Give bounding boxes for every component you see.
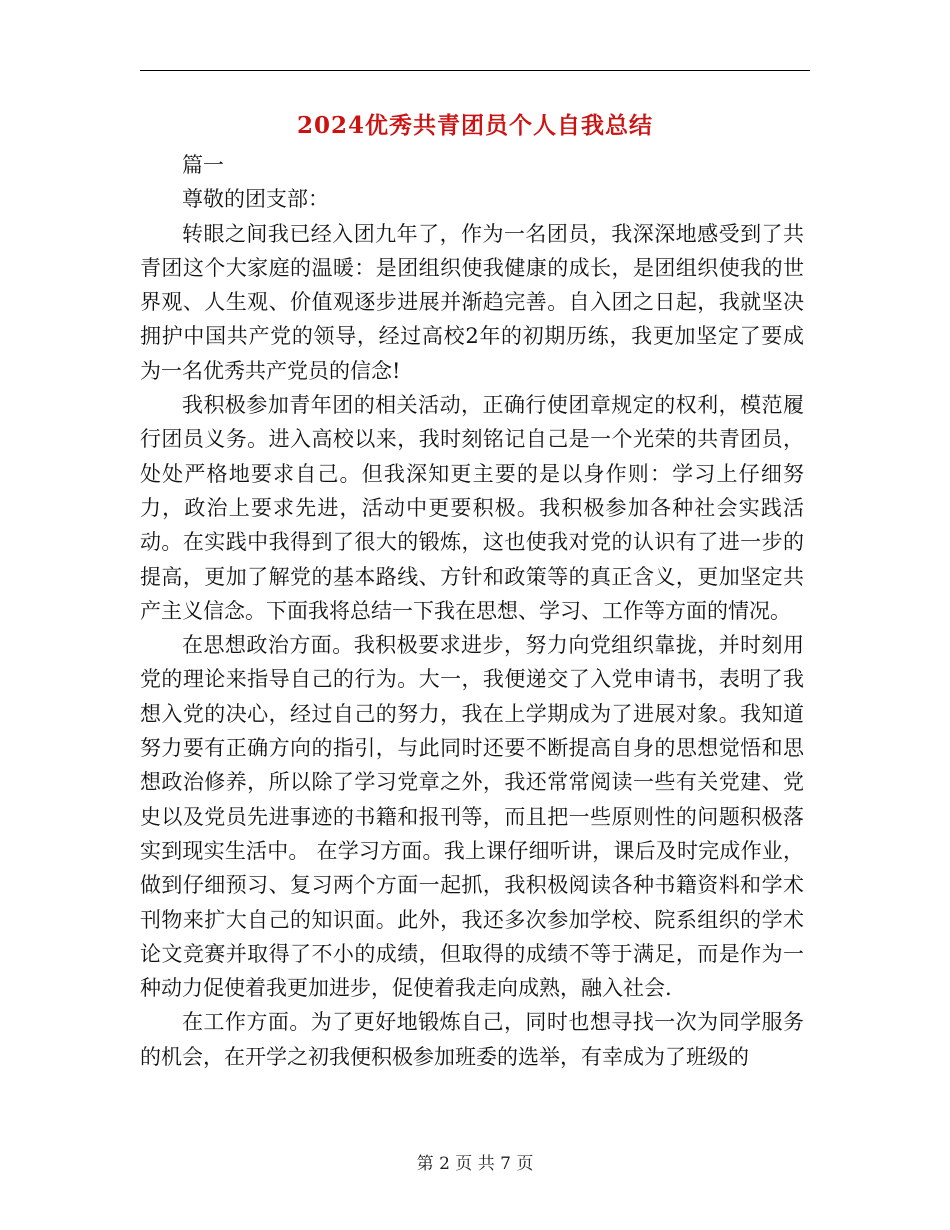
- body-paragraph: 在工作方面。为了更好地锻炼自己，同时也想寻找一次为同学服务的机会，在开学之初我便积极参加班委的选举，有幸成为了班级的: [140, 1010, 804, 1069]
- body-paragraph: 我积极参加青年团的相关活动，正确行使团章规定的权利，模范履行团员义务。进入高校以来，我时刻铭记自己是一个光荣的共青团员，处处严格地要求自己。但我深知更主要的是以身作则：学习上仔细努力，政治上要求先进，活动中更要积极。我积极参加各种社会实践活动。在实践中我得到了很大的锻炼，这也使我对党的认识有了进一步的提高，更加了解党的基本路线、方针和政策等的真正含义，更加坚定共产主义信念。下面我将总结一下我在思想、学习、工作等方面的情况。: [140, 393, 804, 623]
- page-number: 第 2 页 共 7 页: [416, 1154, 534, 1174]
- salutation: 尊敬的团支部：: [182, 187, 329, 212]
- header-rule: [140, 70, 810, 71]
- body-paragraph: 在思想政治方面。我积极要求进步，努力向党组织靠拢，并时刻用党的理论来指导自己的行为。大一，我便递交了入党申请书，表明了我想入党的决心，经过自己的努力，我在上学期成为了进展对象。我知道努力要有正确方向的指引，与此同时还要不断提高自身的思想觉悟和思想政治修养，所以除了学习党章之外，我还常常阅读一些有关党建、党史以及党员先进事迹的书籍和报刊等，而且把一些原则性的问题积极落实到现实生活中。 在学习方面。我上课仔细听讲，课后及时完成作业，做到仔细预习、复习两个方面一起抓，我积极阅读各种书籍资料和学术刊物来扩大自己的知识面。此外，我还多次参加学校、院系组织的学术论文竞赛并取得了不小的成绩，但取得的成绩不等于满足，而是作为一种动力促使着我更加进步，促使着我走向成熟，融入社会.: [140, 633, 804, 1001]
- body-paragraph: 转眼之间我已经入团九年了，作为一名团员，我深深地感受到了共青团这个大家庭的温暖：是团组织使我健康的成长，是团组织使我的世界观、人生观、价值观逐步进展并渐趋完善。自入团之日起，我就坚决拥护中国共产党的领导，经过高校2年的初期历练，我更加坚定了要成为一名优秀共产党员的信念!: [140, 221, 804, 383]
- section-label: 篇一: [182, 153, 224, 177]
- document-body: [140, 148, 804, 1074]
- document-title: 2024优秀共青团员个人自我总结: [296, 112, 653, 139]
